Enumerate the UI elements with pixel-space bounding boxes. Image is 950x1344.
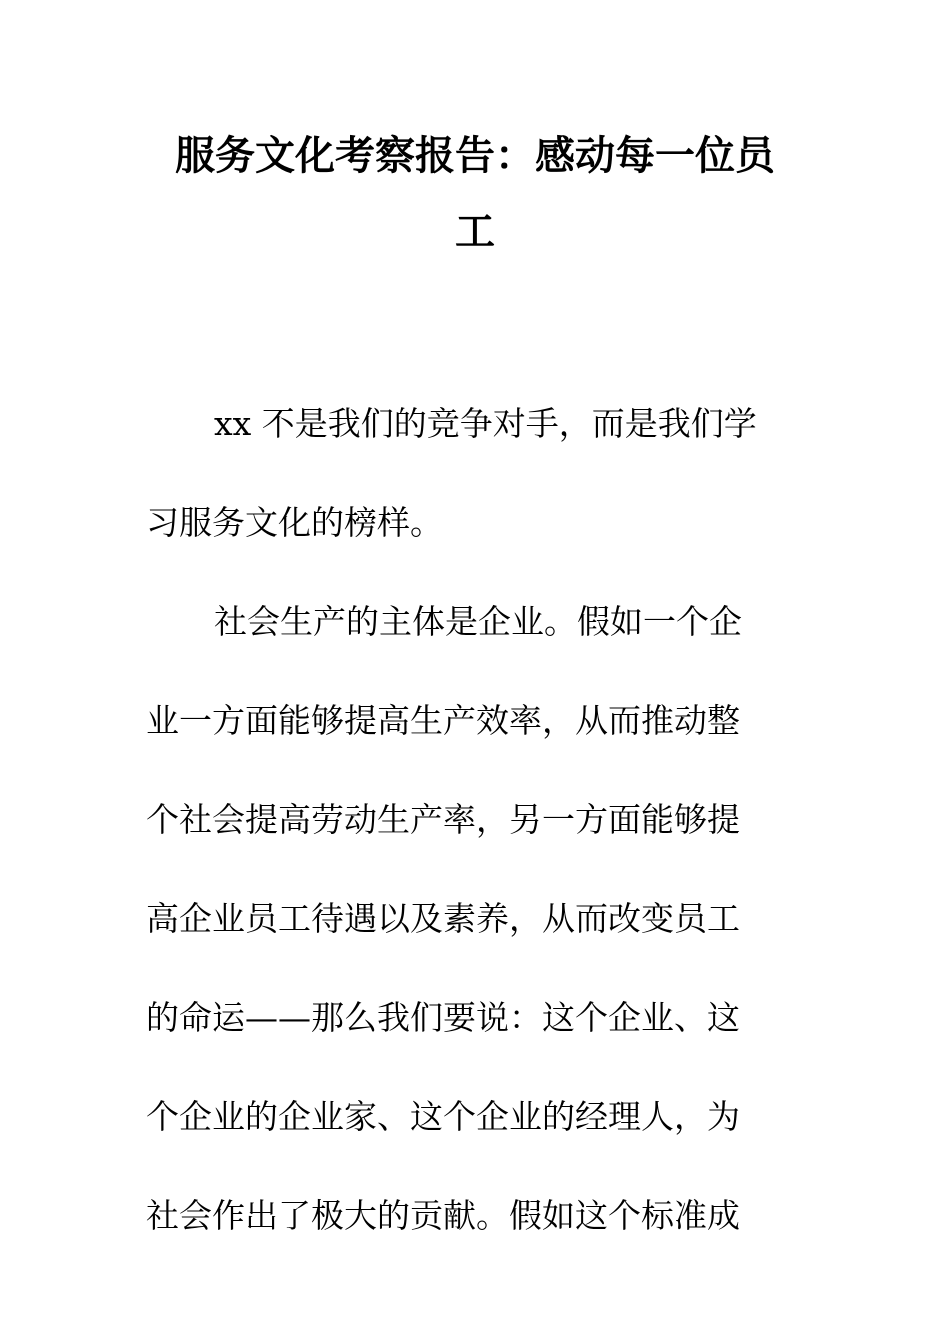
document-title [0, 118, 950, 270]
paragraph-line: 社会作出了极大的贡献。假如这个标准成 [146, 1196, 740, 1235]
paragraph-line: 个社会提高劳动生产率，另一方面能够提 [146, 800, 740, 839]
paragraph-line: 高企业员工待遇以及素养，从而改变员工 [146, 899, 740, 938]
paragraph-line: xx 不是我们的竞争对手，而是我们学 [214, 404, 757, 443]
title-line: 服务文化考察报告：感动每一位员 [175, 133, 775, 179]
paragraph-line: 社会生产的主体是企业。假如一个企 [214, 602, 742, 641]
title-line: 工 [455, 209, 495, 255]
paragraph-line: 习服务文化的榜样。 [146, 503, 443, 542]
paragraph-line: 业一方面能够提高生产效率，从而推动整 [146, 701, 740, 740]
paragraph-line: 的命运——那么我们要说：这个企业、这 [146, 998, 740, 1037]
document-body [146, 374, 786, 1265]
paragraph-line: 个企业的企业家、这个企业的经理人，为 [146, 1097, 740, 1136]
